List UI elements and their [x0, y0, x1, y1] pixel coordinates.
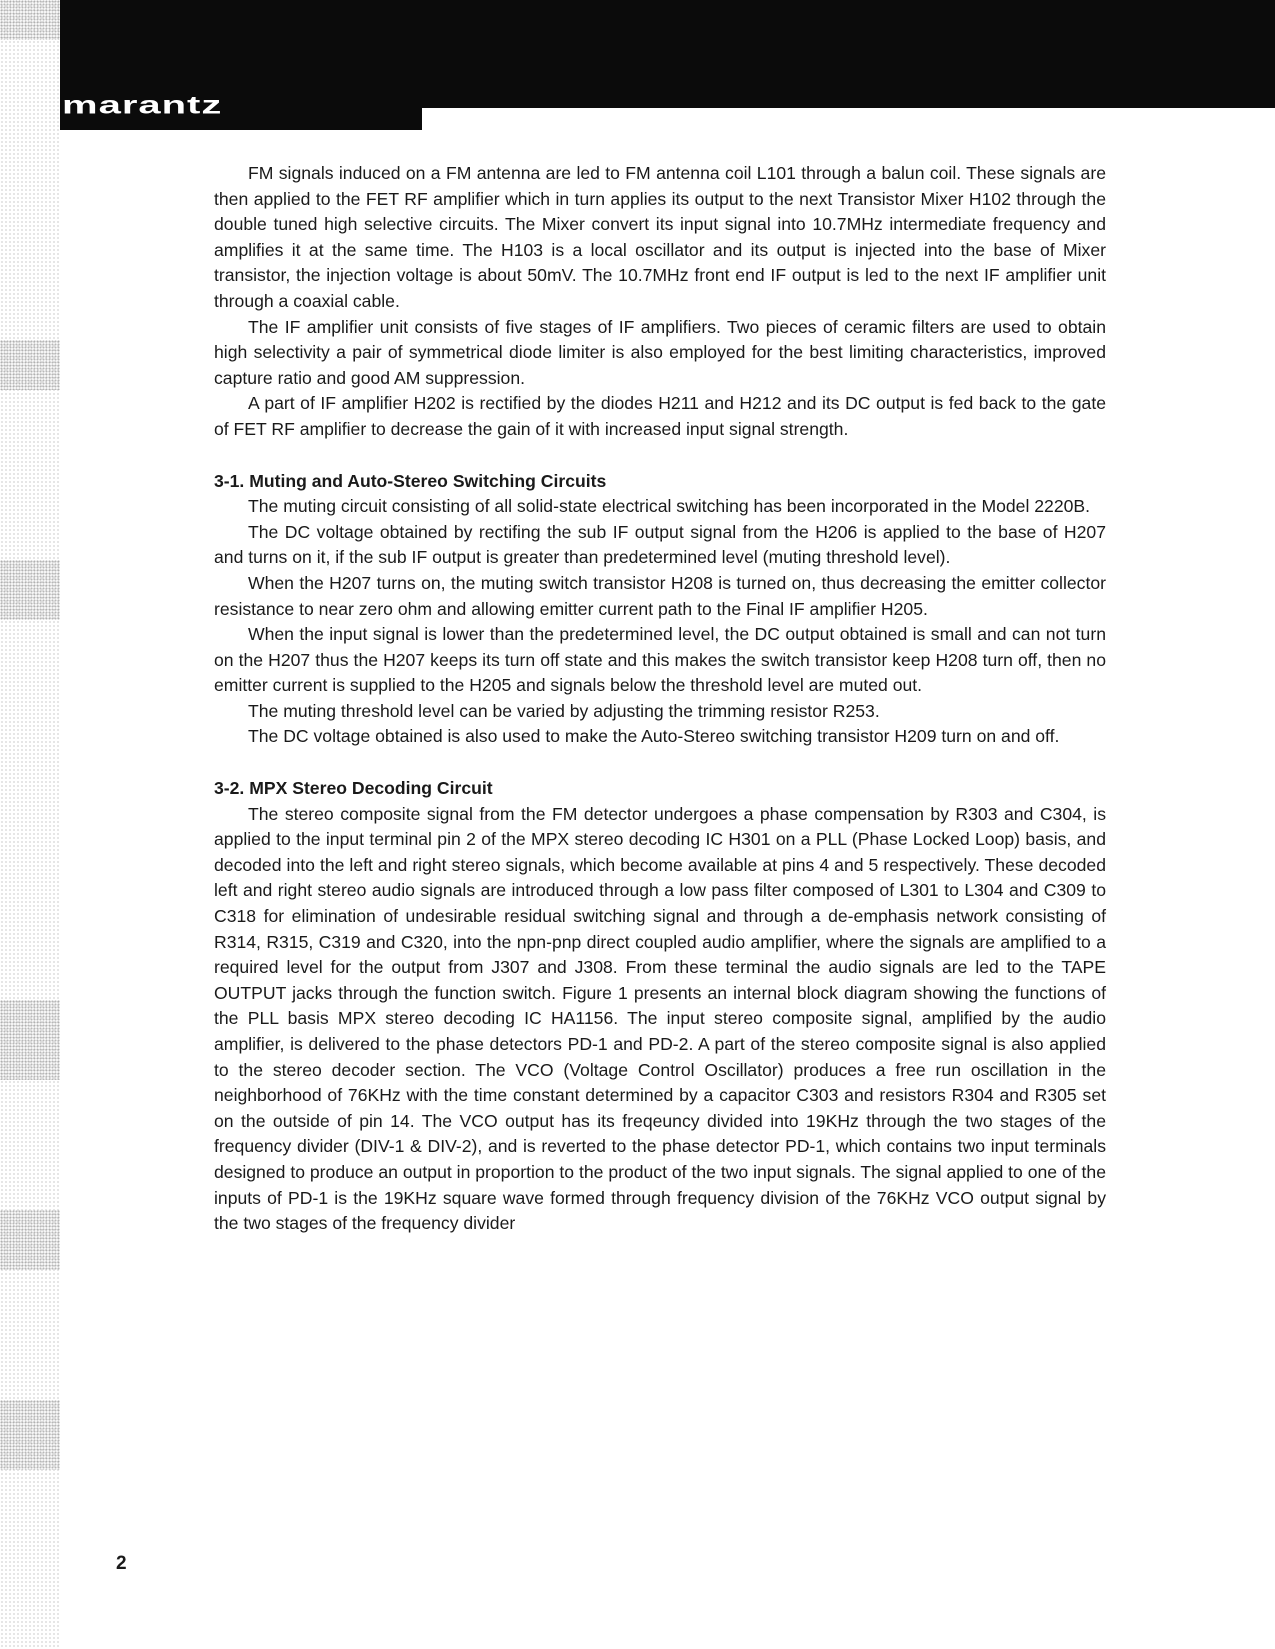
section-heading: 3-1. Muting and Auto-Stereo Switching Circuits [214, 470, 607, 491]
paragraph: The muting threshold level can be varied by adjusting the trimming resistor R253. [248, 700, 880, 721]
scan-edge-shading [0, 1000, 60, 1080]
header-bar [60, 0, 1275, 108]
scan-edge-shading [0, 1210, 60, 1270]
brand-logo: marantz [62, 91, 223, 120]
section-heading: 3-2. MPX Stereo Decoding Circuit [214, 778, 493, 799]
paragraph: The muting circuit consisting of all solid-state electrical switching has been incorporated in the Model 2220B. [248, 496, 1091, 517]
paragraph: The DC voltage obtained by rectifing the sub IF output signal from the H206 is applied to the base of H207 and turns on it, if the sub IF output is greater than predetermined level (muting threshold level). [214, 521, 1106, 568]
paragraph: A part of IF amplifier H202 is rectified by the diodes H211 and H212 and its DC output is fed back to the gate of FET RF amplifier to decrease the gain of it with increased input signal strength. [214, 393, 1106, 439]
scan-edge-shading [0, 1400, 60, 1470]
paragraph: The IF amplifier unit consists of five stages of IF amplifiers. Two pieces of ceramic filters are used to obtain high selectivity a pair of symmetrical diode limiter is also employed for the best limiting characteristics, improved capture ratio and good AM suppression. [214, 316, 1106, 388]
scan-edge-shading [0, 340, 60, 390]
paragraph: When the input signal is lower than the predetermined level, the DC output obtained is small and can not turn on the H207 thus the H207 keeps its turn off state and this makes the switch transistor keep H208 turn off, then no emitter current is supplied to the H205 and signals below the threshold level are muted out. [214, 624, 1106, 696]
scan-edge-shading [0, 0, 60, 40]
paragraph: The stereo composite signal from the FM detector undergoes a phase compensation by R303 and C304, is applied to the input terminal pin 2 of the MPX stereo decoding IC H301 on a PLL (Phase Locked Loop) basis, and decoded into the left and right stereo signals, which become available at pins 4 and 5 respectively. These decoded left and right stereo audio signals are introduced through a low pass filter composed of L301 to L304 and C309 to C318 for elimination of undesirable residual switching signal and through a de-emphasis network consisting of R314, R315, C319 and C320, into the npn-pnp direct coupled audio amplifier, where the signals are amplified to a required level for the output from J307 and J308. From these terminal the audio signals are led to the TAPE OUTPUT jacks through the function switch. Figure 1 presents an internal block diagram showing the functions of the PLL basis MPX stereo decoding IC HA1156. The input stereo composite signal, amplified by the audio amplifier, is delivered to the phase detectors PD-1 and PD-2. A part of the stereo composite signal is also applied to the stereo decoder section. The VCO (Voltage Control Oscillator) produces a free run oscillation in the neighborhood of 76KHz with the time constant determined by a capacitor C303 and resistors R304 and R305 set on the outside of pin 14. The VCO output has its freqeuncy divided into 19KHz through the two stages of the frequency divider (DIV-1 & DIV-2), and is reverted to the phase detector PD-1, which contains two input terminals designed to produce an output in proportion to the product of the two input signals. The signal applied to one of the inputs of PD-1 is the 19KHz square wave formed through frequency division of the 76KHz VCO output signal by the two stages of the frequency divider [214, 803, 1106, 1234]
document-body [214, 161, 1106, 1237]
paragraph: The DC voltage obtained is also used to make the Auto-Stereo switching transistor H209 turn on and off. [248, 726, 1060, 747]
scan-edge-shading [0, 560, 60, 620]
paragraph: When the H207 turns on, the muting switch transistor H208 is turned on, thus decreasing the emitter collector resistance to near zero ohm and allowing emitter current path to the Final IF amplifier H205. [214, 572, 1106, 619]
page-number: 2 [116, 1553, 127, 1574]
paragraph: FM signals induced on a FM antenna are led to FM antenna coil L101 through a balun coil. These signals are then applied to the FET RF amplifier which in turn applies its output to the next Transistor Mixer H102 through the double tuned high selective circuits. The Mixer convert its input signal into 10.7MHz intermediate frequency and amplifies it at the same time. The H103 is a local oscillator and its output is injected into the base of Mixer transistor, the injection voltage is about 50mV. The 10.7MHz front end IF output is led to the next IF amplifier unit through a coaxial cable. [214, 163, 1106, 311]
